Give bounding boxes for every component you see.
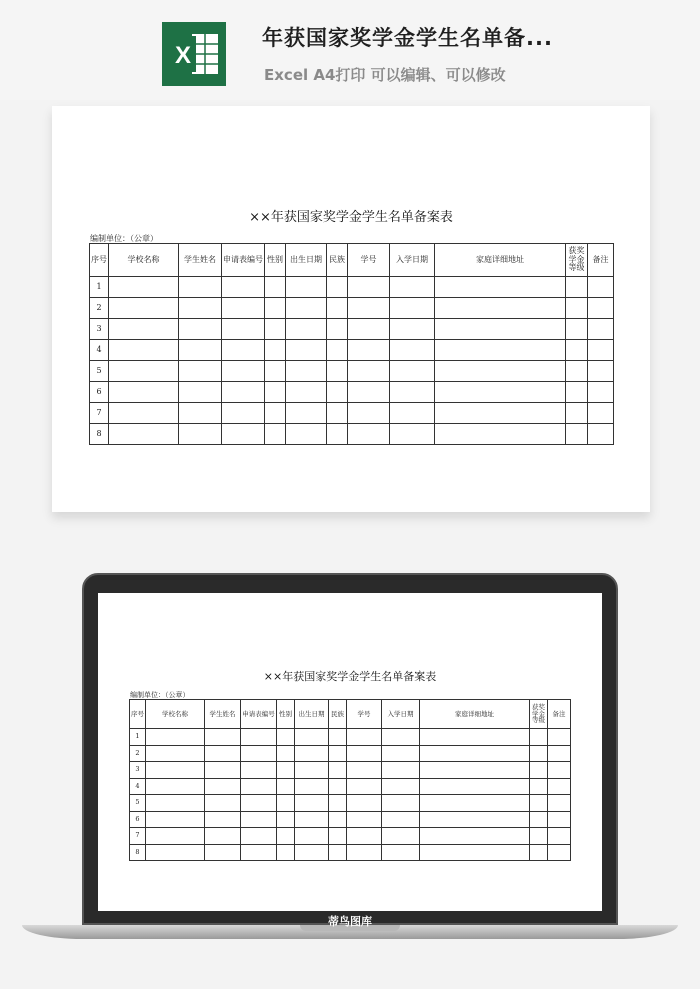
table-cell [277,811,295,828]
excel-icon [162,22,226,86]
table-cell [390,361,435,382]
table-cell [265,277,286,298]
table-cell [548,762,571,779]
table-cell [348,319,390,340]
table-cell [420,828,530,845]
table-cell [348,361,390,382]
table-cell [327,298,348,319]
table-cell [327,340,348,361]
table-cell [109,361,179,382]
table-cell [241,729,277,746]
table-cell [179,424,222,445]
table-cell [347,745,382,762]
table-cell [390,424,435,445]
table-row [90,319,614,340]
table-cell [390,319,435,340]
table-cell [329,795,347,812]
table-cell [390,403,435,424]
table-cell [347,795,382,812]
table-cell [548,729,571,746]
table-cell [295,778,329,795]
column-header: 学号 [347,700,382,729]
table-cell [205,762,241,779]
column-header: 序号 [130,700,146,729]
table-cell [530,778,548,795]
table-cell [241,762,277,779]
table-cell [548,745,571,762]
table-cell [329,811,347,828]
table-cell [265,424,286,445]
table-cell [420,729,530,746]
table-cell [277,844,295,861]
table-cell [329,745,347,762]
table-cell [205,729,241,746]
row-number: 2 [90,298,109,319]
table-cell [222,277,265,298]
table-cell [146,811,205,828]
paper-preview [52,106,650,512]
table-cell [286,424,327,445]
table-cell [566,361,588,382]
table-cell [435,298,566,319]
table-cell [286,382,327,403]
table-cell [179,277,222,298]
table-cell [179,340,222,361]
table-row [90,361,614,382]
table-cell [241,844,277,861]
table-cell [435,424,566,445]
row-number: 5 [90,361,109,382]
table-cell [530,762,548,779]
table-cell [548,811,571,828]
table-cell [566,298,588,319]
column-header: 家庭详细地址 [435,244,566,277]
table-cell [347,762,382,779]
table-cell [277,745,295,762]
table-cell [566,340,588,361]
sheet-title: ××年获国家奖学金学生名单备案表 [263,670,437,683]
table-cell [277,762,295,779]
column-header: 出生日期 [286,244,327,277]
table-cell [420,745,530,762]
table-cell [390,298,435,319]
table-cell [329,729,347,746]
header [0,0,700,100]
table-cell [222,424,265,445]
table-cell [588,382,614,403]
table-cell [329,844,347,861]
table-cell [548,844,571,861]
table-cell [277,778,295,795]
table-cell [241,778,277,795]
table-cell [327,361,348,382]
table-cell [390,277,435,298]
column-header: 学生姓名 [179,244,222,277]
table-cell [347,729,382,746]
table-cell [109,298,179,319]
table-cell [146,745,205,762]
column-header: 序号 [90,244,109,277]
roster-table [129,699,571,861]
table-row [130,844,571,861]
table-cell [241,795,277,812]
table-cell [348,382,390,403]
table-cell [295,811,329,828]
table-cell [265,403,286,424]
table-cell [329,778,347,795]
table-cell [295,762,329,779]
table-cell [530,729,548,746]
document-subtitle: Excel A4打印 可以编辑、可以修改 [264,66,506,84]
table-cell [146,828,205,845]
table-cell [566,403,588,424]
table-cell [435,340,566,361]
table-cell [222,298,265,319]
table-cell [382,828,420,845]
column-header: 申请表编号 [241,700,277,729]
table-cell [420,811,530,828]
table-cell [295,795,329,812]
table-row [130,795,571,812]
sheet-title: ××年获国家奖学金学生名单备案表 [249,210,453,225]
table-cell [179,403,222,424]
table-cell [548,828,571,845]
table-row [130,729,571,746]
table-cell [146,762,205,779]
table-cell [286,340,327,361]
table-cell [205,795,241,812]
table-cell [347,844,382,861]
table-cell [327,319,348,340]
table-cell [109,382,179,403]
row-number: 7 [130,828,146,845]
table-cell [327,424,348,445]
table-cell [205,745,241,762]
unit-label: 编制单位：（公章） [130,691,190,699]
row-number: 8 [90,424,109,445]
table-row [90,340,614,361]
table-cell [179,361,222,382]
column-header: 学号 [348,244,390,277]
table-cell [382,795,420,812]
table-cell [205,778,241,795]
table-cell [109,340,179,361]
column-header: 性别 [277,700,295,729]
table-cell [530,811,548,828]
column-header: 入学日期 [382,700,420,729]
table-cell [327,382,348,403]
table-cell [382,745,420,762]
brand-label: 蒂鸟图库 [328,915,372,928]
column-header: 备注 [588,244,614,277]
table-cell [390,382,435,403]
table-cell [548,778,571,795]
table-cell [348,298,390,319]
table-cell [327,277,348,298]
table-row [90,382,614,403]
table-row [130,745,571,762]
column-header: 学生姓名 [205,700,241,729]
table-header-row [130,700,571,729]
row-number: 1 [130,729,146,746]
table-cell [295,828,329,845]
table-cell [435,403,566,424]
document-title: 年获国家奖学金学生名单备... [262,26,553,50]
roster-table [89,243,614,445]
table-cell [222,319,265,340]
table-cell [109,403,179,424]
row-number: 7 [90,403,109,424]
table-cell [329,828,347,845]
table-cell [265,319,286,340]
table-row [130,778,571,795]
row-number: 4 [130,778,146,795]
table-cell [588,277,614,298]
table-cell [265,298,286,319]
table-cell [382,844,420,861]
column-header: 备注 [548,700,571,729]
table-cell [222,403,265,424]
table-header-row [90,244,614,277]
table-cell [329,762,347,779]
table-cell [286,277,327,298]
table-cell [588,403,614,424]
column-header: 性别 [265,244,286,277]
table-cell [588,319,614,340]
table-cell [286,319,327,340]
column-header: 入学日期 [390,244,435,277]
table-cell [566,277,588,298]
table-row [130,811,571,828]
table-cell [277,729,295,746]
table-cell [222,361,265,382]
table-cell [277,795,295,812]
table-cell [382,811,420,828]
table-cell [420,762,530,779]
table-cell [435,382,566,403]
table-cell [382,729,420,746]
table-cell [347,811,382,828]
table-cell [205,844,241,861]
table-cell [588,340,614,361]
table-cell [588,361,614,382]
table-cell [295,844,329,861]
table-cell [566,424,588,445]
column-header: 学校名称 [109,244,179,277]
table-cell [327,403,348,424]
table-cell [295,729,329,746]
table-cell [588,424,614,445]
table-cell [347,778,382,795]
row-number: 4 [90,340,109,361]
row-number: 3 [90,319,109,340]
table-cell [286,403,327,424]
table-row [90,298,614,319]
table-row [90,424,614,445]
table-cell [420,778,530,795]
unit-label: 编制单位：（公章） [90,234,158,243]
table-cell [179,298,222,319]
table-cell [146,795,205,812]
table-cell [179,382,222,403]
column-header: 获奖学金等级 [530,700,548,729]
row-number: 5 [130,795,146,812]
table-cell [241,745,277,762]
table-row [90,277,614,298]
table-cell [109,277,179,298]
row-number: 1 [90,277,109,298]
table-cell [277,828,295,845]
table-cell [109,424,179,445]
table-cell [205,828,241,845]
table-cell [348,277,390,298]
table-cell [265,361,286,382]
column-header: 出生日期 [295,700,329,729]
table-cell [382,762,420,779]
table-cell [435,277,566,298]
excel-logo-letter: X [174,42,192,69]
table-row [130,828,571,845]
laptop-screen [98,593,602,911]
table-cell [295,745,329,762]
table-cell [530,828,548,845]
table-cell [566,382,588,403]
table-cell [530,844,548,861]
row-number: 8 [130,844,146,861]
table-cell [348,340,390,361]
table-cell [566,319,588,340]
table-cell [435,319,566,340]
column-header: 获奖学金等级 [566,244,588,277]
table-cell [286,298,327,319]
table-cell [222,340,265,361]
table-row [90,403,614,424]
column-header: 民族 [329,700,347,729]
table-row [130,762,571,779]
column-header: 申请表编号 [222,244,265,277]
table-cell [548,795,571,812]
table-cell [179,319,222,340]
table-cell [347,828,382,845]
table-cell [109,319,179,340]
table-cell [588,298,614,319]
table-cell [205,811,241,828]
table-cell [222,382,265,403]
column-header: 家庭详细地址 [420,700,530,729]
table-cell [348,424,390,445]
table-cell [265,340,286,361]
table-cell [390,340,435,361]
table-cell [420,795,530,812]
table-cell [530,795,548,812]
table-cell [382,778,420,795]
table-cell [146,844,205,861]
table-cell [241,811,277,828]
table-cell [348,403,390,424]
table-cell [146,778,205,795]
row-number: 6 [130,811,146,828]
table-cell [241,828,277,845]
column-header: 学校名称 [146,700,205,729]
table-cell [265,382,286,403]
row-number: 2 [130,745,146,762]
column-header: 民族 [327,244,348,277]
table-cell [146,729,205,746]
table-cell [420,844,530,861]
table-cell [435,361,566,382]
table-cell [530,745,548,762]
row-number: 3 [130,762,146,779]
row-number: 6 [90,382,109,403]
table-cell [286,361,327,382]
